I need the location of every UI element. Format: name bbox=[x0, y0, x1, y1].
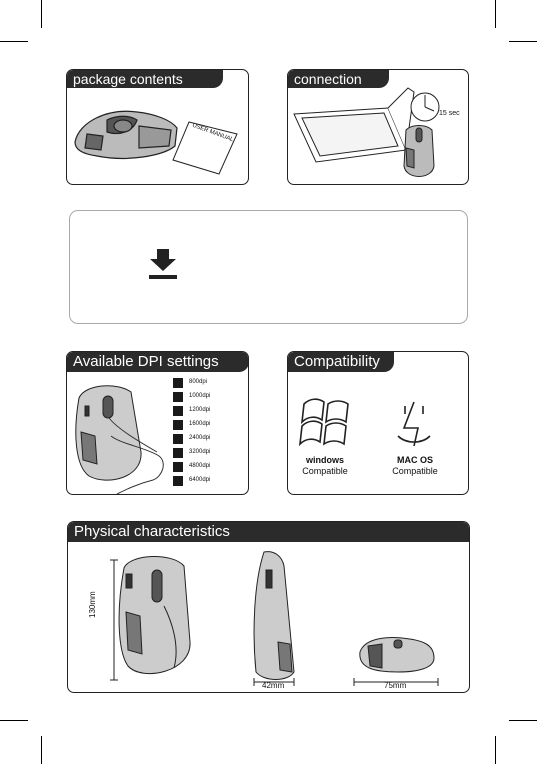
connection-illustration bbox=[288, 70, 468, 184]
dpi-panel: Available DPI settings 800dpi 1000dpi 1200dpi 1600dpi 2400dpi 3200dpi 4800dpi 6400dpi bbox=[66, 351, 249, 495]
mouse-top-view-icon bbox=[110, 556, 190, 680]
crop-mark bbox=[495, 0, 496, 28]
crop-mark bbox=[0, 41, 28, 42]
manual-label: USER MANUAL bbox=[191, 122, 235, 144]
compatibility-title: Compatibility bbox=[288, 352, 394, 372]
connection-title: connection bbox=[288, 70, 389, 88]
crop-mark bbox=[41, 0, 42, 28]
mouse-side-view-icon bbox=[254, 552, 294, 686]
mac-name: MAC OS bbox=[397, 455, 433, 465]
timer-icon bbox=[411, 93, 439, 121]
mouse-front-view-icon bbox=[354, 638, 438, 686]
mouse-front-icon bbox=[404, 126, 434, 177]
height-dimension: 130mm bbox=[88, 591, 97, 618]
physical-panel bbox=[67, 521, 470, 693]
driver-panel bbox=[69, 210, 468, 324]
package-contents-panel bbox=[66, 69, 249, 185]
dpi-mouse-illustration bbox=[67, 352, 248, 494]
mac-status: Compatible bbox=[392, 466, 438, 476]
dpi-title: Available DPI settings bbox=[67, 352, 249, 372]
timer-label: 15 sec bbox=[439, 110, 460, 117]
windows-name: windows bbox=[306, 455, 344, 465]
compatibility-panel bbox=[287, 351, 469, 495]
windows-status: Compatible bbox=[302, 466, 348, 476]
crop-mark bbox=[509, 41, 537, 42]
crop-mark bbox=[0, 720, 28, 721]
package-illustration bbox=[67, 70, 248, 184]
physical-title: Physical characteristics bbox=[68, 522, 469, 542]
depth-dimension: 75mm bbox=[384, 681, 407, 690]
crop-mark bbox=[41, 736, 42, 764]
laptop-icon bbox=[294, 88, 414, 162]
mouse-dimension-drawings bbox=[68, 522, 469, 692]
connection-panel bbox=[287, 69, 469, 185]
package-contents-title: package contents bbox=[67, 70, 223, 88]
crop-mark bbox=[495, 736, 496, 764]
crop-mark bbox=[509, 720, 537, 721]
download-icon bbox=[70, 211, 467, 323]
width-dimension: 42mm bbox=[262, 681, 285, 690]
mouse-top-icon bbox=[75, 111, 177, 158]
